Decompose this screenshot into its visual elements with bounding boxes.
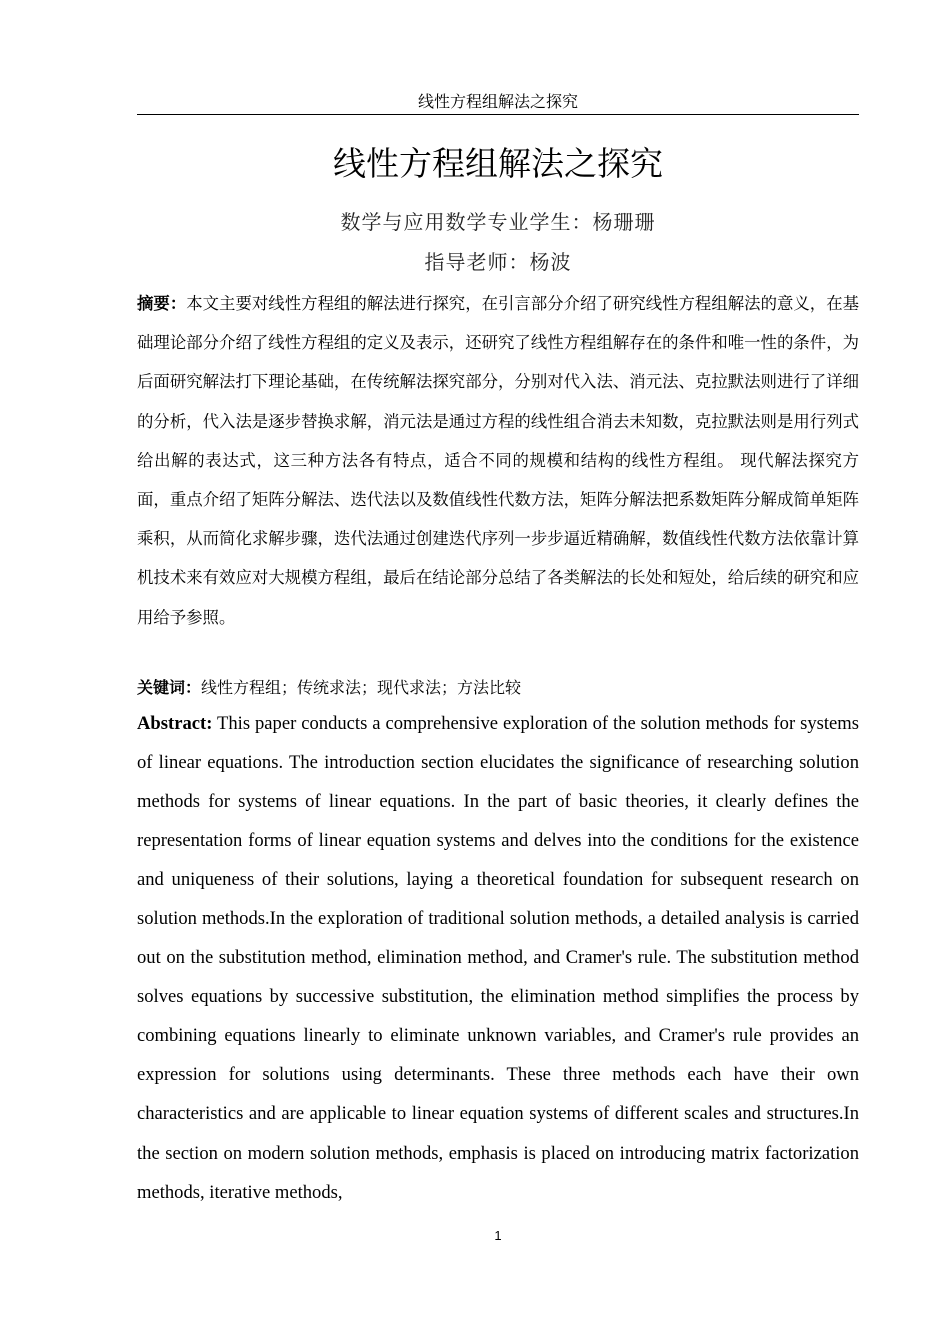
english-abstract-label: Abstract: — [137, 713, 213, 734]
paper-title: 线性方程组解法之探究 — [333, 144, 663, 183]
chinese-abstract-text: 本文主要对线性方程组的解法进行探究，在引言部分介绍了研究线性方程组解法的意义，在基础理论部分介绍了线性方程组的定义及表示，还研究了线性方程组解存在的条件和唯一性的条件，为后面研究解法打下理论基础，在传统解法探究部分，分别对代入法、消元法、克拉默法则进行了详细的分析，代入法是逐步替换求解，消元法是通过方程的线性组合消去未知数，克拉默法则是用行列式给出解的表达式，这三种方法各有特点，适合不同的规模和结构的线性方程组。 现代解法探究方面，重点介绍了矩阵分解法、迭代法以及数值线性代数方法，矩阵分解法把系数矩阵分解成简单矩阵乘积，从而简化求解步骤，迭代法通过创建迭代序列一步步逼近精确解，数值线性代数方法依靠计算机技术来有效应对大规模方程组，最后在结论部分总结了各类解法的长处和短处，给后续的研究和应用给予参照。 — [137, 294, 860, 627]
chinese-abstract-label: 摘要： — [137, 294, 187, 313]
page-number: 1 — [494, 1228, 502, 1243]
english-abstract-text: This paper conducts a comprehensive exploration of the solution methods for systems of linear equations. The introduction section elucidates the significance of researching solution methods for systems of linear equations. In the part of basic theories, it clearly defines the representation forms of linear equation systems and delves into the conditions for the existence and uniqueness of their solutions, laying a theoretical foundation for subsequent research on solution methods.In the exploration of traditional solution methods, a detailed analysis is carried out on the substitution method, elimination method, and Cramer's rule. The substitution method solves equations by successive substitution, the elimination method simplifies the process by combining equations linearly to eliminate unknown variables, and Cramer's rule provides an expression for solutions using determinants. These three methods each have their own characteristics and are applicable to linear equation systems of different scales and structures.In the section on modern solution methods, emphasis is placed on introducing matrix factorization methods, iterative methods, — [137, 713, 859, 1203]
student-line: 数学与应用数学专业学生：杨珊珊 — [340, 210, 656, 234]
keywords-label: 关键词： — [137, 678, 202, 697]
advisor-line: 指导老师：杨波 — [424, 250, 572, 274]
keywords — [137, 673, 859, 703]
english-abstract — [137, 704, 859, 1212]
keywords-text: 线性方程组；传统求法；现代求法；方法比较 — [201, 678, 522, 697]
running-header: 线性方程组解法之探究 — [417, 92, 578, 111]
chinese-abstract — [137, 284, 859, 637]
header-rule — [137, 114, 859, 115]
